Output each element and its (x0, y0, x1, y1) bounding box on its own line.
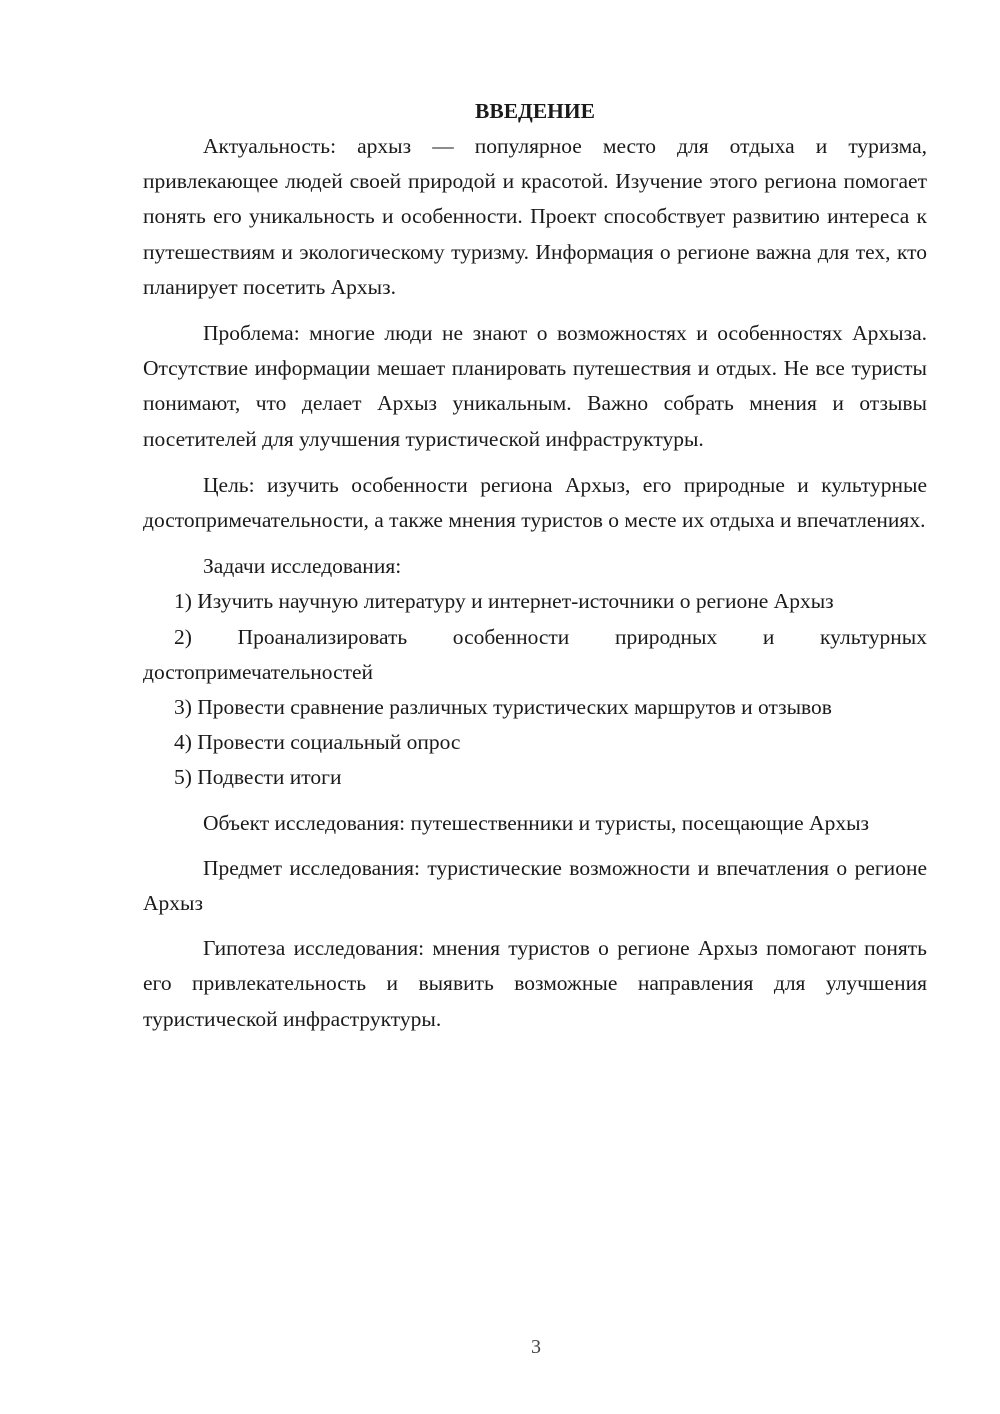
goal-paragraph: Цель: изучить особенности региона Архыз, его природные и культурные достопримечательности, а также мнения туристов о месте их отдыха и впечатлениях. (143, 472, 927, 533)
object-paragraph: Объект исследования: путешественники и туристы, посещающие Архыз (203, 810, 870, 835)
task-item-5: 5) Подвести итоги (174, 765, 342, 790)
task-item-1: 1) Изучить научную литературу и интернет-источники о регионе Архыз (174, 589, 834, 614)
page-number: 3 (531, 1336, 541, 1358)
task-item-3: 3) Провести сравнение различных туристических маршрутов и отзывов (174, 695, 832, 720)
page-body (143, 94, 927, 1037)
tasks-heading: Задачи исследования: (203, 554, 402, 579)
task-item-2: 2) Проанализировать особенности природных и культурных достопримечательностей (143, 624, 927, 684)
subject-paragraph: Предмет исследования: туристические возможности и впечатления о регионе Архыз (143, 855, 927, 916)
problem-paragraph: Проблема: многие люди не знают о возможностях и особенностях Архыза. Отсутствие информации мешает планировать путешествия и отдых. Не все туристы понимают, что делает Архыз уникальным. Важно собрать мнения и отзывы посетителей для улучшения туристической инфраструктуры. (143, 321, 927, 451)
tasks-list (143, 584, 927, 795)
hypothesis-paragraph: Гипотеза исследования: мнения туристов о регионе Архыз помогают понять его привлекательность и выявить возможные направления для улучшения туристической инфраструктуры. (143, 936, 927, 1031)
page-title: ВВЕДЕНИЕ (475, 99, 595, 123)
relevance-paragraph: Актуальность: архыз — популярное место для отдыха и туризма, привлекающее людей своей природой и красотой. Изучение этого региона помогает понять его уникальность и особенности. Проект способствует развитию интереса к путешествиям и экологическому туризму. Информация о регионе важна для тех, кто планирует посетить Архыз. (143, 134, 927, 299)
task-item-4: 4) Провести социальный опрос (174, 730, 461, 755)
